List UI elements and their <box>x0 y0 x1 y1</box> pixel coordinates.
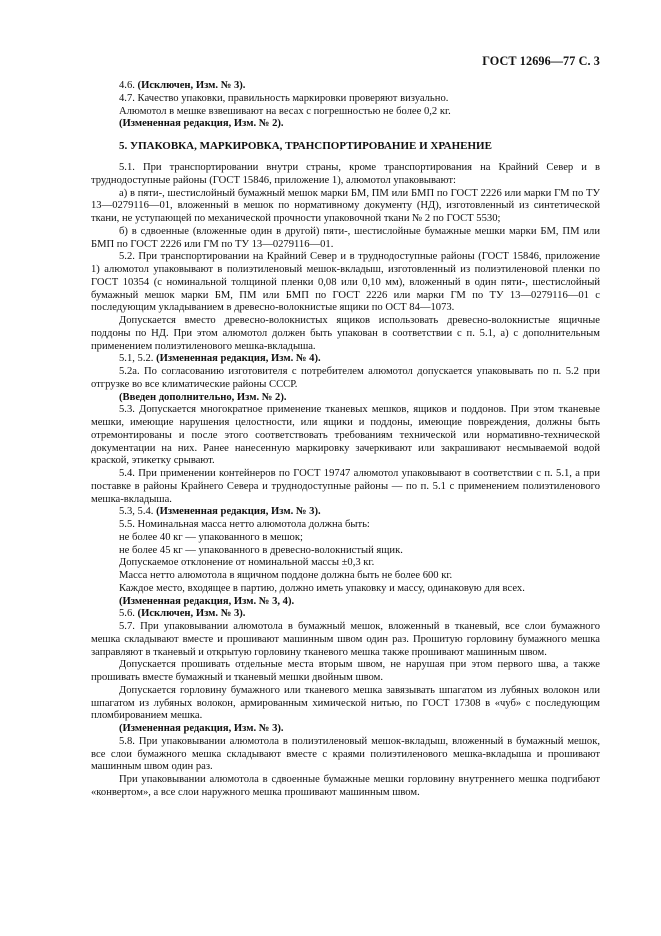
clause-5-8-double-bags: При упаковывании алюмотола в сдвоенные бумажные мешки горловину внутреннего мешка подгибают «конвертом», а все слои наружного мешка прошивают машинным швом. <box>91 774 600 798</box>
amendment-note: (Измененная редакция, Изм. № 3). <box>119 723 284 734</box>
spacer <box>91 131 600 140</box>
clause-4-6 <box>91 80 600 93</box>
clause-5-5-tolerance: Допускаемое отклонение от номинальной массы ±0,3 кг. <box>119 557 375 569</box>
clause-5-7-second-seam: Допускается прошивать отдельные места вторым швом, не нарушая при этом первого шва, а также прошивать вместе бумажный и тканевый мешки двойным швом. <box>91 659 600 683</box>
clause-5-5-pallet: Масса нетто алюмотола в ящичном поддоне должна быть не более 600 кг. <box>119 570 453 581</box>
clause-5-5-bag: не более 40 кг — упакованного в мешок; <box>119 531 303 543</box>
spacer <box>91 153 600 162</box>
amendment-note: (Измененная редакция, Изм. № 3). <box>156 506 321 518</box>
document-body <box>91 80 600 800</box>
clause-5-2-alt: Допускается вместо древесно-волокнистых ящиков использовать древесно-волокнистые ящичные поддоны по НД. При этом алюмотол должен быть упакован в соответствии с п. 5.1, а) с дополнительным применением полиэтиленового мешка-вкладыша. <box>91 315 600 352</box>
clause-5-1-b: б) в сдвоенные (вложенные один в другой) пяти-, шестислойные бумажные мешки марки БМ, ПМ или БМП по ГОСТ 2226 или ГМ по ТУ 13—0279116—01. <box>91 225 600 250</box>
clause-number: 4.6. <box>119 80 138 91</box>
amendment-note: (Измененная редакция, Изм. № 3, 4). <box>119 595 295 607</box>
amendment-note: (Введен дополнительно, Изм. № 2). <box>119 391 287 403</box>
page-header: ГОСТ 12696—77 С. 3 <box>482 54 600 68</box>
amendment-note: (Измененная редакция, Изм. № 2). <box>119 118 284 130</box>
clause-5-8: 5.8. При упаковывании алюмотола в полиэтиленовый мешок-вкладыш, вложенный в бумажный мешок, все слои бумажного мешка складывают вместе с краями полиэтиленового мешка-вкладыша и прошивают машинным швом один раз. <box>91 735 600 773</box>
clause-5-2: 5.2. При транспортировании на Крайний Север и в труднодоступные районы (ГОСТ 15846, приложение 1) алюмотол упаковывают в полиэтиленовый мешок-вкладыш, изготовленный из полиэтиленовой пленки по ГОСТ 10354 (с номинальной толщиной пленки 0,08 или 0,10 мм), вложенный в один пяти-, шестислойный бумажный мешок марки БМ, ПМ или БМП по ГОСТ 2226 или марки ГМ по ТУ 13—0279116—01 с последующим укладыванием в древесно-волокнистые ящики по ОСТ 84—1073. <box>91 251 600 314</box>
clause-4-7: 4.7. Качество упаковки, правильность маркировки проверяют визуально. <box>119 92 449 104</box>
clause-number: 5.1, 5.2. <box>119 353 157 365</box>
clause-5-2a: 5.2а. По согласованию изготовителя с потребителем алюмотол допускается упаковывать по п. 5.2 при отгрузке во все климатические районы СССР. <box>91 366 600 390</box>
clause-5-3: 5.3. Допускается многократное применение тканевых мешков, ящиков и поддонов. При этом тканевые мешки, имеющие нарушения целостности, или ящики и поддоны, имеющие повреждения, должны быть отремонтированы и после этого соответствовать требованиям технической или нормативно-технической документации на них. Ранее нанесенную маркировку зачеркивают или закрашивают несмываемой водой краской, этикетку срывают. <box>91 404 600 467</box>
section-heading: 5. УПАКОВКА, МАРКИРОВКА, ТРАНСПОРТИРОВАНИЕ И ХРАНЕНИЕ <box>119 140 492 152</box>
clause-5-5: 5.5. Номинальная масса нетто алюмотола должна быть: <box>119 519 370 530</box>
clause-5-7-twine: Допускается горловину бумажного или тканевого мешка завязывать шпагатом из лубяных волокон или шпагатом из лубяных волокон, армированным химической нитью, по ГОСТ 17308 в «чуб» с последующим пломбированием мешка. <box>91 684 600 722</box>
clause-5-3-5-4-note <box>91 506 600 519</box>
clause-5-5-box: не более 45 кг — упакованного в древесно-волокнистый ящик. <box>119 544 403 556</box>
clause-5-6 <box>91 608 600 621</box>
clause-5-5-each-place: Каждое место, входящее в партию, должно иметь упаковку и массу, одинаковую для всех. <box>119 582 525 594</box>
clause-5-1: 5.1. При транспортировании внутри страны, кроме транспортирования на Крайний Север и в труднодоступные районы (ГОСТ 15846, приложение 1), алюмотол упаковывают: <box>91 162 600 186</box>
clause-5-4: 5.4. При применении контейнеров по ГОСТ 19747 алюмотол упаковывают в соответствии с п. 5.1, а при поставке в районы Крайнего Севера и труднодоступные районы — по п. 5.1 с применением полиэтиленового мешка-вкладыша. <box>91 468 600 505</box>
clause-5-7: 5.7. При упаковывании алюмотола в бумажный мешок, вложенный в тканевый, все слои бумажного мешка складывают вместе и прошивают машинным швом один раз. Прошитую горловину бумажного мешка заправляют в тканевый и открытую горловину тканевого мешка также прошивают машинным швом. <box>91 621 600 658</box>
amendment-note: (Измененная редакция, Изм. № 4). <box>156 353 321 365</box>
amendment-note: (Исключен, Изм. № 3). <box>137 80 246 91</box>
clause-5-1-5-2-note <box>91 353 600 366</box>
clause-number: 5.6. <box>119 608 138 620</box>
amendment-note: (Исключен, Изм. № 3). <box>137 608 246 620</box>
clause-4-7-weighing: Алюмотол в мешке взвешивают на весах с погрешностью не более 0,2 кг. <box>119 105 451 117</box>
clause-5-1-a: а) в пяти-, шестислойный бумажный мешок марки БМ, ПМ или БМП по ГОСТ 2226 или марки ГМ по ТУ 13—0279116—01, вложенный в мешок по нормативному документу (НД), изготовленный из синтетической ткани, не уступающей по механической прочности упаковочной ткани № 2 по ГОСТ 5530; <box>91 187 600 224</box>
clause-number: 5.3, 5.4. <box>119 506 157 518</box>
